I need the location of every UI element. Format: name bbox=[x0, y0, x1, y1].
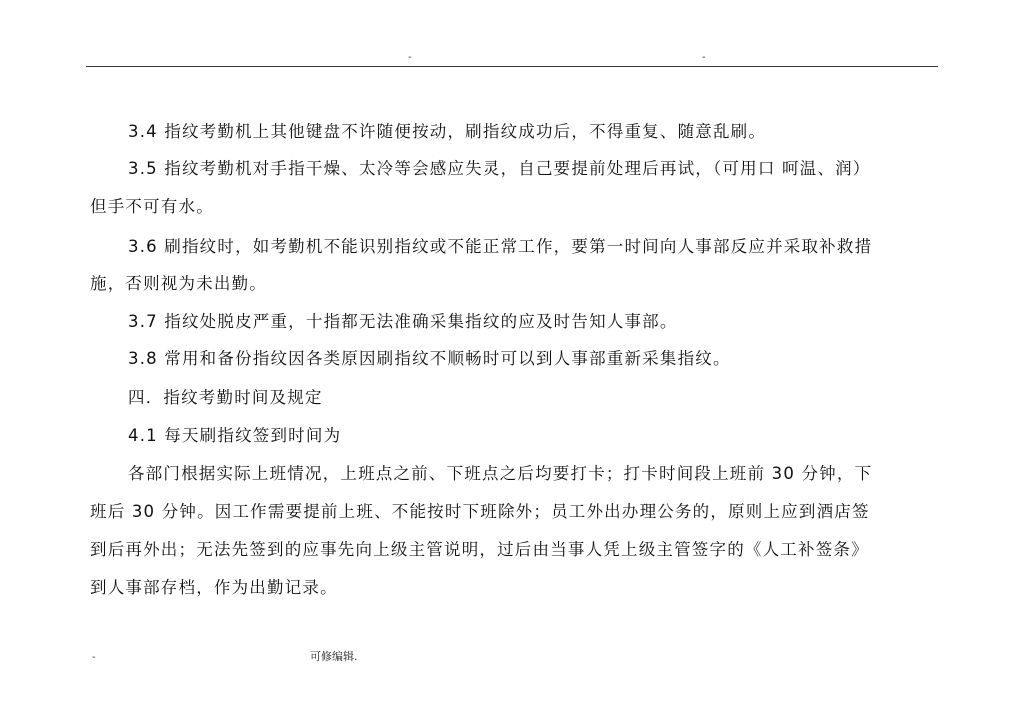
paragraph-3-8: 3.8 常用和备份指纹因各类原因刷指纹不顺畅时可以到人事部重新采集指纹。 bbox=[128, 349, 731, 368]
paragraph-3-5-line-2: 但手不可有水。 bbox=[90, 197, 214, 216]
header-rule bbox=[86, 66, 938, 67]
header-mark-right: - bbox=[702, 52, 706, 63]
paragraph-3-6-line-1: 3.6 刷指纹时，如考勤机不能识别指纹或不能正常工作，要第一时间向人事部反应并采取补救措 bbox=[128, 237, 873, 256]
paragraph-4-1: 4.1 每天刷指纹签到时间为 bbox=[128, 426, 342, 445]
paragraph-3-4: 3.4 指纹考勤机上其他键盘不许随便按动，刷指纹成功后，不得重复、随意乱刷。 bbox=[128, 122, 767, 141]
paragraph-body-line-4: 到人事部存档，作为出勤记录。 bbox=[90, 578, 338, 597]
paragraph-body-line-3: 到后再外出；无法先签到的应事先向上级主管说明，过后由当事人凭上级主管签字的《人工补签条》 bbox=[90, 540, 869, 559]
header-mark-left: - bbox=[408, 52, 412, 63]
section-heading-4: 四．指纹考勤时间及规定 bbox=[128, 388, 323, 407]
footer-text: 可修编辑. bbox=[310, 650, 358, 663]
paragraph-body-line-2: 班后 30 分钟。因工作需要提前上班、不能按时下班除外；员工外出办理公务的，原则上应到酒店签 bbox=[90, 502, 870, 521]
paragraph-3-7: 3.7 指纹处脱皮严重，十指都无法准确采集指纹的应及时告知人事部。 bbox=[128, 312, 678, 331]
paragraph-3-6-line-2: 施，否则视为未出勤。 bbox=[90, 274, 267, 293]
paragraph-body-line-1: 各部门根据实际上班情况，上班点之前、下班点之后均要打卡；打卡时间段上班前 30 分钟，下 bbox=[128, 464, 873, 483]
footer-mark: - bbox=[92, 652, 96, 663]
paragraph-3-5-line-1: 3.5 指纹考勤机对手指干燥、太冷等会感应失灵，自己要提前处理后再试，（可用口 呵温、润） bbox=[128, 159, 871, 178]
